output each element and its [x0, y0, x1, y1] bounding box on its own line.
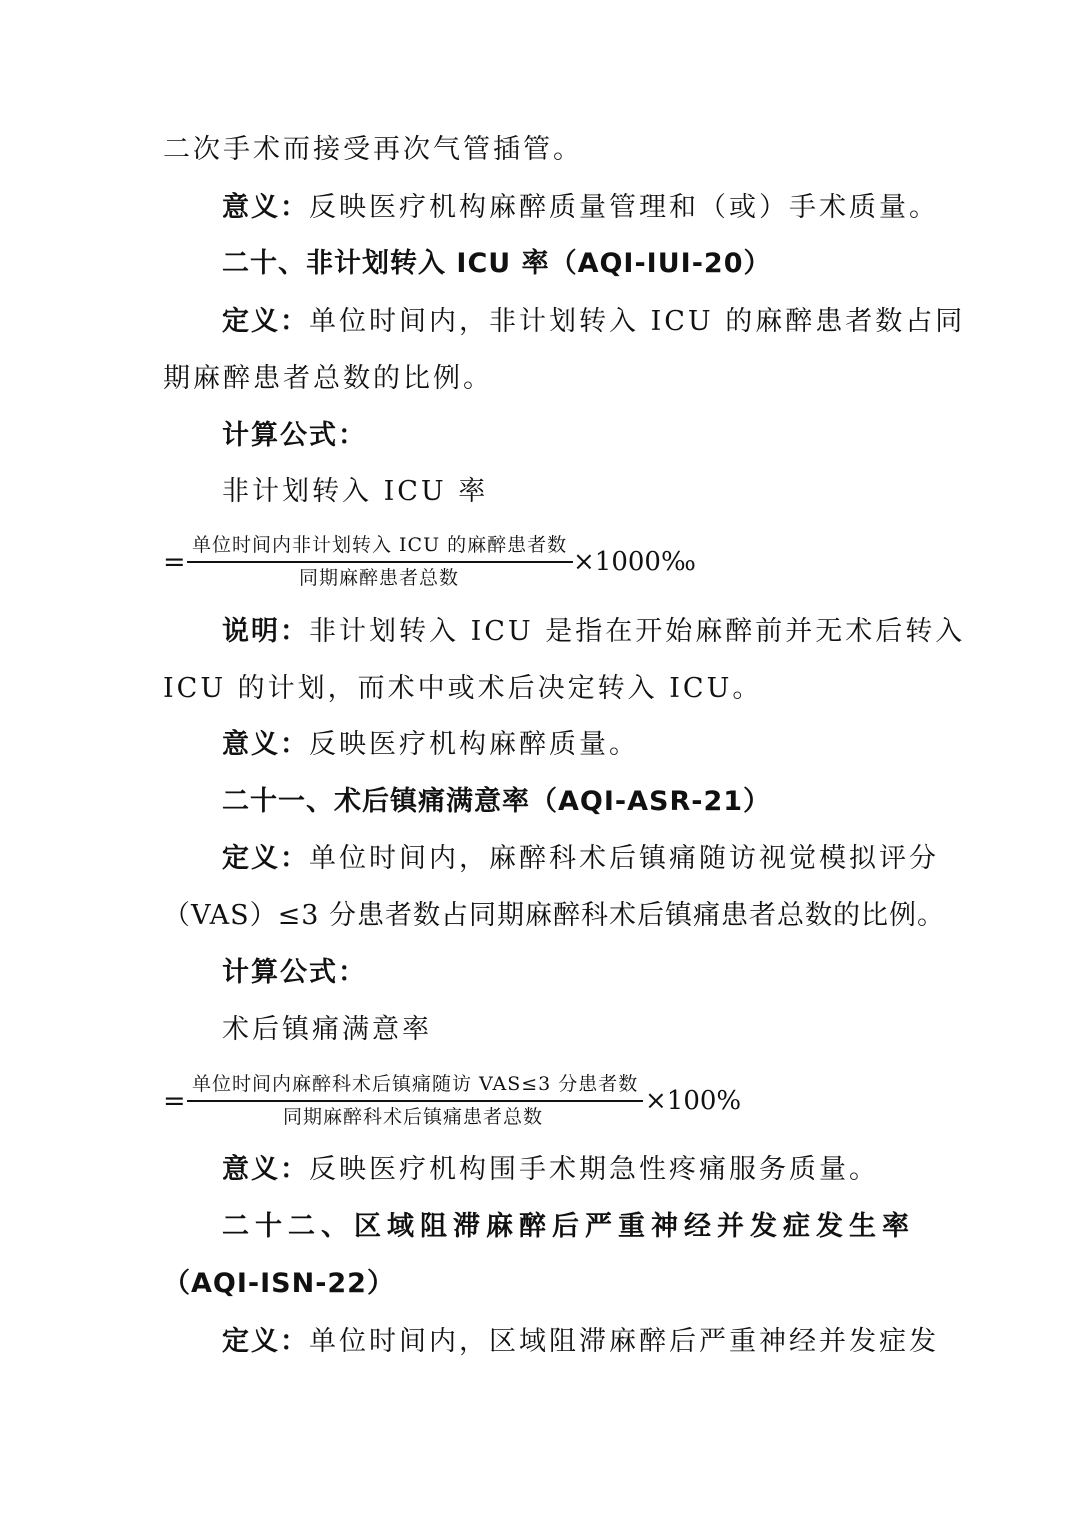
equals-sign: =	[163, 1086, 186, 1117]
significance-text: 反映医疗机构围手术期急性疼痛服务质量。	[309, 1154, 879, 1185]
significance-text: 反映医疗机构麻醉质量。	[309, 729, 639, 760]
definition-label: 定义：	[222, 843, 309, 874]
formula-label: 计算公式：	[222, 957, 367, 988]
definition-text: （VAS）≤3 分患者数占同期麻醉科术后镇痛患者总数的比例。	[163, 900, 946, 931]
explanation-text: ICU 的计划，而术中或术后决定转入 ICU。	[163, 673, 763, 704]
paragraph-text: 二次手术而接受再次气管插管。	[163, 134, 583, 165]
definition-line	[222, 304, 965, 340]
section-heading-22: 二十二、区域阻滞麻醉后严重神经并发症发生率	[222, 1211, 915, 1242]
significance-text: 反映医疗机构麻醉质量管理和（或）手术质量。	[309, 192, 939, 223]
explanation-label: 说明：	[222, 616, 309, 647]
definition-text: 单位时间内，麻醉科术后镇痛随访视觉模拟评分	[309, 843, 939, 874]
fraction-denominator: 同期麻醉科术后镇痛患者总数	[283, 1106, 544, 1128]
formula-title: 非计划转入 ICU 率	[222, 476, 489, 507]
significance-line	[222, 190, 939, 226]
definition-label: 定义：	[222, 1326, 309, 1357]
fraction-numerator: 单位时间内麻醉科术后镇痛随访 VAS≤3 分患者数	[192, 1073, 639, 1095]
definition-line	[222, 1324, 939, 1360]
section-heading-22-code: （AQI-ISN-22）	[163, 1268, 395, 1299]
definition-label: 定义：	[222, 306, 309, 337]
formula-label: 计算公式：	[222, 420, 367, 451]
equals-sign: =	[163, 547, 186, 578]
significance-line	[222, 727, 639, 763]
formula-title: 术后镇痛满意率	[222, 1014, 432, 1045]
definition-line	[222, 841, 939, 877]
significance-label: 意义：	[222, 192, 309, 223]
paragraph-line	[163, 132, 583, 168]
explanation-line-continued	[163, 671, 762, 707]
fraction-denominator: 同期麻醉患者总数	[299, 567, 460, 589]
definition-text: 单位时间内，非计划转入 ICU 的麻醉患者数占同	[309, 306, 966, 337]
significance-line	[222, 1152, 879, 1188]
explanation-line	[222, 614, 965, 650]
section-heading-20: 二十、非计划转入 ICU 率（AQI-IUI-20）	[222, 248, 772, 279]
definition-line-continued	[163, 361, 493, 397]
fraction-numerator: 单位时间内非计划转入 ICU 的麻醉患者数	[192, 534, 568, 556]
definition-text: 单位时间内，区域阻滞麻醉后严重神经并发症发	[309, 1326, 939, 1357]
explanation-text: 非计划转入 ICU 是指在开始麻醉前并无术后转入	[309, 616, 966, 647]
multiplier: ×100%	[645, 1086, 742, 1116]
significance-label: 意义：	[222, 729, 309, 760]
definition-text: 期麻醉患者总数的比例。	[163, 363, 493, 394]
fraction-bar	[187, 561, 573, 563]
fraction-bar	[187, 1100, 643, 1102]
significance-label: 意义：	[222, 1154, 309, 1185]
definition-line-continued	[163, 898, 945, 934]
multiplier: ×1000‰	[573, 547, 696, 577]
section-heading-21: 二十一、术后镇痛满意率（AQI-ASR-21）	[222, 786, 772, 817]
